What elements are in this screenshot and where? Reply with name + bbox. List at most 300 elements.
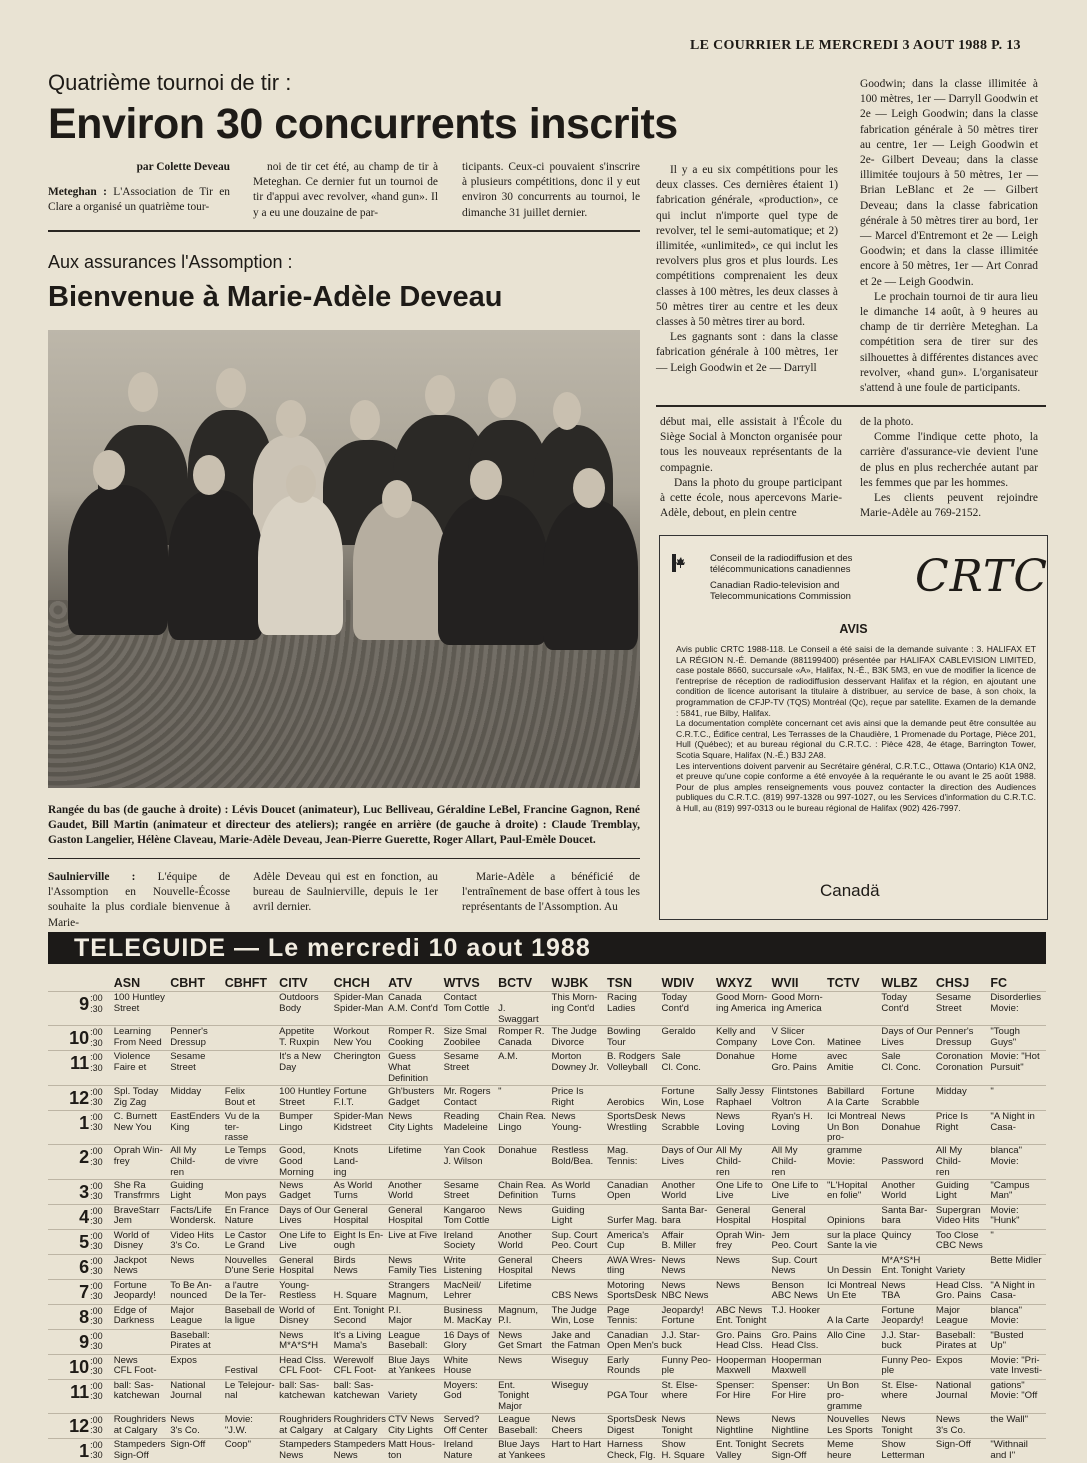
program-cell: Affair B. Miller (659, 1229, 713, 1254)
program-cell: Mr. Rogers Contact (442, 1085, 496, 1110)
program-cell: Movie: "Hot Pursuit" (988, 1051, 1046, 1085)
time-slot-row (48, 1179, 1046, 1204)
program-cell: Live at Five (386, 1229, 442, 1254)
program-cell: Hart to Hart (550, 1438, 606, 1463)
program-cell: Nouvelles Les Sports (825, 1413, 879, 1438)
program-cell: Fortune Jeopardy! (879, 1304, 933, 1329)
program-cell: One Life to Live (277, 1229, 331, 1254)
program-cell: "A Night in Casa- (988, 1279, 1046, 1304)
channel-header: ASN (113, 975, 141, 990)
program-cell (223, 1329, 277, 1354)
article2-column-3 (462, 870, 640, 916)
program-cell: Wiseguy (550, 1354, 606, 1379)
article1-column-4 (656, 163, 838, 376)
program-cell: En France Nature (223, 1204, 277, 1229)
program-cell: Le Temps de vivre (223, 1145, 277, 1179)
program-cell: Ireland Nature (442, 1438, 496, 1463)
time-slot-row (48, 1110, 1046, 1144)
program-cell: Another World (496, 1229, 549, 1254)
program-cell: Canadian Open Men's (605, 1329, 659, 1354)
program-cell: News CFL Foot- (112, 1354, 169, 1379)
time-slot-row (48, 1329, 1046, 1354)
channel-header: FC (990, 975, 1008, 990)
article2-text-4: début mai, elle assistait à l'École du Siège Social à Moncton organisée pour tous les nouveaux représentants de la compagnie. (660, 416, 842, 474)
hour-label: 5 (48, 1229, 89, 1254)
half-hour-labels: :00 :30 (89, 1229, 112, 1254)
article1-column-1 (48, 160, 230, 216)
program-cell: Felix Bout et (223, 1085, 277, 1110)
program-cell: blanca" Movie: (988, 1145, 1046, 1179)
program-cell: Cheers News (550, 1254, 606, 1279)
program-cell: Meme heure (825, 1438, 879, 1463)
program-cell: Midday (168, 1085, 222, 1110)
program-cell: News Get Smart (496, 1329, 549, 1354)
half-hour-labels: :00 :30 (89, 1026, 112, 1051)
half-hour-labels: :00 :30 (89, 1051, 112, 1085)
half-hour-labels: :00 :30 (89, 992, 112, 1026)
program-cell: Fortune Scrabble (879, 1085, 933, 1110)
article2-kicker: Aux assurances l'Assomption : (48, 252, 293, 272)
program-cell: News (714, 1279, 770, 1304)
time-slot-row (48, 1438, 1046, 1463)
program-cell: General Hospital (714, 1204, 770, 1229)
program-cell: ABC News Ent. Tonight (714, 1304, 770, 1329)
program-cell: gramme Movie: (825, 1145, 879, 1179)
program-cell: All My Child- ren (168, 1145, 222, 1179)
program-cell: As World Turns (550, 1179, 606, 1204)
program-cell: Today Cont'd (879, 992, 933, 1026)
program-cell: Oprah Win- frey (112, 1145, 169, 1179)
program-cell: Stampeders Sign-Off (112, 1438, 169, 1463)
program-cell: "Campus Man" (988, 1179, 1046, 1204)
program-cell: avec Amitie (825, 1051, 879, 1085)
program-cell: C. Burnett New You (112, 1110, 169, 1144)
program-cell: Gro. Pains Head Clss. (714, 1329, 770, 1354)
program-cell: Ici Montreal Un Bon pro- (825, 1110, 879, 1144)
program-cell (825, 992, 879, 1026)
crtc-org-en: Canadian Radio-television and Telecommunications Commission (710, 580, 851, 602)
program-cell: Vu de la ter- rasse (223, 1110, 277, 1144)
hour-label: 12 (48, 1413, 89, 1438)
channel-header: TSN (607, 975, 633, 990)
program-cell: Good, Good Morning (277, 1145, 331, 1179)
program-cell: Sale Cl. Conc. (659, 1051, 713, 1085)
article2-text-6: de la photo. (860, 416, 914, 428)
program-cell: Sesame Street (934, 992, 988, 1026)
half-hour-labels: :00 :30 (89, 1110, 112, 1144)
program-cell: Another World (386, 1179, 442, 1204)
channel-header-row (48, 975, 1046, 992)
program-cell: Le Telejour- nal (223, 1379, 277, 1413)
program-cell: A.M. (496, 1051, 549, 1085)
program-cell: Morton Downey Jr. (550, 1051, 606, 1085)
program-cell: Major League (168, 1304, 222, 1329)
time-slot-row (48, 1051, 1046, 1085)
program-cell: Blue Jays at Yankees (496, 1438, 549, 1463)
program-cell: Lifetime (496, 1279, 549, 1304)
program-cell: News Donahue (879, 1110, 933, 1144)
program-cell: Guiding Light (550, 1204, 606, 1229)
program-cell: Early Rounds (605, 1354, 659, 1379)
program-cell: Benson ABC News (769, 1279, 825, 1304)
program-cell: News Tonight (879, 1413, 933, 1438)
program-cell: Bowling Tour (605, 1026, 659, 1051)
hour-label: 3 (48, 1179, 89, 1204)
hour-label: 8 (48, 1304, 89, 1329)
program-cell: Spider-Man Kidstreet (332, 1110, 386, 1144)
program-cell: Write Listening (442, 1254, 496, 1279)
program-cell: Variety (934, 1254, 988, 1279)
program-cell: Midday (934, 1085, 988, 1110)
program-cell: News (496, 1204, 549, 1229)
article1-dateline: Meteghan : (48, 186, 107, 199)
program-cell: Major League (934, 1304, 988, 1329)
program-cell: Santa Bar- bara (879, 1204, 933, 1229)
article1-headline: Environ 30 concurrents inscrits (48, 100, 678, 148)
article1-text-6: Goodwin; dans la classe illimitée à 100 mètres, 1er — Darryll Goodwin et 2e — Leigh Goodwin; dans la classe fabrication générale à 50 mètres tirer au centre, 1er — Leigh Goodwin et 2e- Gilbert Deveau; dans la classe illimitée toujours à 50 mètres, 1er — Brian LeBlanc et 2e — Gilbert Deveau; dans la classe fabrication générale à 50 mètres tirer au bord, 1er — Marcel d'Entremont et 2e — Leigh Goodwin; et dans la classe illimitée encore à 50 mètres, 1er — Art Conrad et 2e — Leigh Goodwin. (860, 78, 1038, 288)
time-slot-row (48, 1204, 1046, 1229)
article1-column-5 (860, 77, 1038, 396)
program-cell: Santa Bar- bara (659, 1204, 713, 1229)
divider (48, 858, 640, 859)
program-cell: the Wall" (988, 1413, 1046, 1438)
program-cell: Movie: "J.W. (223, 1413, 277, 1438)
program-cell: Chain Rea. Definition (496, 1179, 549, 1204)
program-cell: 100 Huntley Street (112, 992, 169, 1026)
program-cell: Stampeders News (277, 1438, 331, 1463)
program-cell: CTV News City Lights (386, 1413, 442, 1438)
article2-column-1 (48, 870, 230, 931)
program-cell: Knots Land- ing (332, 1145, 386, 1179)
program-cell: Blue Jays at Yankees (386, 1354, 442, 1379)
program-cell: Price Is Right (934, 1110, 988, 1144)
program-cell: Contact Tom Cottle (442, 992, 496, 1026)
program-cell: M*A*S*H Ent. Tonight (879, 1254, 933, 1279)
program-cell: Le Castor Le Grand (223, 1229, 277, 1254)
program-cell: Matinee (825, 1026, 879, 1051)
program-cell: Ireland Society (442, 1229, 496, 1254)
program-cell: Another World (879, 1179, 933, 1204)
program-cell: Kangaroo Tom Cottle (442, 1204, 496, 1229)
program-cell: Mag. Tennis: (605, 1145, 659, 1179)
article1-text-1: L'Association de Tir en Clare a organisé un quatrième tour- (48, 186, 230, 214)
teleguide-table (48, 975, 1046, 1463)
program-cell: One Life to Live (714, 1179, 770, 1204)
program-cell: Funny Peo- ple (879, 1354, 933, 1379)
article1-text-2: noi de tir cet été, au champ de tir à Meteghan. Ce dernier fut un tournoi de tir d'appui avec revolver, «hand gun». Il y a eu une douzaine de par- (253, 161, 438, 219)
program-cell (168, 992, 222, 1026)
program-cell: "L'Hopital en folie" (825, 1179, 879, 1204)
program-cell: All My Child- ren (769, 1145, 825, 1179)
canada-wordmark: Canadä (820, 881, 880, 900)
program-cell: Racing Ladies (605, 992, 659, 1026)
program-cell: ball: Sas- katchewan (112, 1379, 169, 1413)
program-cell: News City Lights (386, 1110, 442, 1144)
program-cell: Magnum, P.I. (496, 1304, 549, 1329)
program-cell: Show Letterman (879, 1438, 933, 1463)
half-hour-labels: :00 :30 (89, 1145, 112, 1179)
program-cell: Password (879, 1145, 933, 1179)
program-cell: Variety (386, 1379, 442, 1413)
channel-header: WLBZ (881, 975, 918, 990)
program-cell: Today Cont'd (659, 992, 713, 1026)
article2-dateline: Saulnierville : (48, 871, 136, 883)
program-cell: News Tonight (659, 1413, 713, 1438)
time-slot-row (48, 1279, 1046, 1304)
program-cell: Funny Peo- ple (659, 1354, 713, 1379)
program-cell: Spenser: For Hire (769, 1379, 825, 1413)
program-cell: Penner's Dressup (934, 1026, 988, 1051)
program-cell: Bette Midler (988, 1254, 1046, 1279)
program-cell: Kelly and Company (714, 1026, 770, 1051)
program-cell: J.J. Star- buck (659, 1329, 713, 1354)
article1-text-7: Le prochain tournoi de tir aura lieu le dimanche 14 août, à 9 heures au champ de tir derrière Meteghan. La compétition sera de tirer sur des silhouettes à différentes distances avec revolver, «hand gun». L'organisateur s'attend à une foule de participants. (860, 290, 1038, 395)
program-cell: St. Else- where (879, 1379, 933, 1413)
channel-header: WDIV (661, 975, 695, 990)
program-cell: A la Carte (825, 1304, 879, 1329)
time-slot-row (48, 1254, 1046, 1279)
program-cell: BraveStarr Jem (112, 1204, 169, 1229)
half-hour-labels: :00 :30 (89, 1204, 112, 1229)
program-cell: Young- Restless (277, 1279, 331, 1304)
program-cell: She Ra Transfrmrs (112, 1179, 169, 1204)
program-cell: News Cheers (550, 1413, 606, 1438)
channel-header: WJBK (551, 975, 589, 990)
hour-label: 12 (48, 1085, 89, 1110)
program-cell: " (988, 1229, 1046, 1254)
program-cell: Reading Madeleine (442, 1110, 496, 1144)
program-cell: a l'autre De la Ter- (223, 1279, 277, 1304)
program-cell: Expos (168, 1354, 222, 1379)
program-cell: Allo Cine (825, 1329, 879, 1354)
program-cell: Aerobics (605, 1085, 659, 1110)
half-hour-labels: :00 :30 (89, 1438, 112, 1463)
channel-header: ATV (388, 975, 413, 990)
program-cell: General Hospital (386, 1204, 442, 1229)
program-cell: Roughriders at Calgary (332, 1413, 386, 1438)
program-cell: News Nightline (769, 1413, 825, 1438)
program-cell: Sign-Off (168, 1438, 222, 1463)
program-cell: Another World (659, 1179, 713, 1204)
program-cell: Romper R. Cooking (386, 1026, 442, 1051)
program-cell: "Busted Up" (988, 1329, 1046, 1354)
program-cell: News NBC News (659, 1279, 713, 1304)
program-cell: General Hospital (769, 1204, 825, 1229)
program-cell: Sesame Street (442, 1179, 496, 1204)
program-cell: Served? Off Center (442, 1413, 496, 1438)
article2-text-8: Les clients peuvent rejoindre Marie-Adèle au 769-2152. (860, 492, 1038, 520)
program-cell: Guiding Light (934, 1179, 988, 1204)
page-masthead: LE COURRIER LE MERCREDI 3 AOUT 1988 P. 13 (690, 38, 1021, 53)
program-cell: J.J. Star- buck (879, 1329, 933, 1354)
photo-caption (48, 803, 640, 849)
program-cell: Coop" (223, 1438, 277, 1463)
program-cell: Ici Montreal Un Ete (825, 1279, 879, 1304)
channel-header: CBHFT (224, 975, 268, 990)
program-cell: CBS News (550, 1279, 606, 1304)
time-slot-row (48, 1354, 1046, 1379)
program-cell: Surfer Mag. (605, 1204, 659, 1229)
program-cell: League Baseball: (496, 1413, 549, 1438)
program-cell: SportsDesk Digest (605, 1413, 659, 1438)
program-cell: P.I. Major (386, 1304, 442, 1329)
crtc-paragraph-2: La documentation complète concernant cet avis ainsi que la demande peut être consultée au C.R.T.C., Édifice central, Les Terrasses de la Chaudière, 1 Promenade du Portage, Pièce 201, Hull (Québec); et au bureau régional du C.R.T.C. : Pièce 428, 4e étage, Barrington Tower, Scotia Square, Halifax (N.-É.) B3J 2A8. (676, 718, 1036, 760)
program-cell: " (496, 1085, 549, 1110)
program-cell: Secrets Sign-Off (769, 1438, 825, 1463)
half-hour-labels: :00 :30 (89, 1085, 112, 1110)
program-cell: Days of Our Lives (277, 1204, 331, 1229)
article2-text-7: Comme l'indique cette photo, la carrière d'assurance-vie devient l'une de plus en plus recherchée autant par les femmes que par les hommes. (860, 431, 1038, 489)
program-cell: All My Child- ren (714, 1145, 770, 1179)
program-cell: Yan Cook J. Wilson (442, 1145, 496, 1179)
hour-label: 2 (48, 1145, 89, 1179)
crtc-paragraph-1: Avis public CRTC 1988-118. Le Conseil a été saisi de la demande suivante : 3. HALIFAX ET LA RÉGION N.-É. Demande (881199400) présentée par HALIFAX CABLEVISION LIMITED, case postale 8660, succursale «A», Halifax, N.-É., B3K 5M3, en vue de modifier la licence de l'entreprise de réception de radiodiffusion desservant Halifax et la région, en ajoutant une condition de licence autorisant la titulaire à distribuer, au service de base, à son choix, la programmation de CFJP-TV (TQS) Montréal (Qc), reçue par satellite. Examen de la demande : 5841, rue Bilby, Halifax. (676, 644, 1036, 718)
program-cell: Festival (223, 1354, 277, 1379)
divider (48, 230, 640, 232)
program-cell: Edge of Darkness (112, 1304, 169, 1329)
photo-caption-text: Rangée du bas (de gauche à droite) : Lévis Doucet (animateur), Luc Belliveau, Géraldine LeBel, Francine Gagnon, René Gaudet, Bill Martin (animateur et directeur des ateliers); rangée en arrière (de gauche à droite) : Claude Tremblay, Gaston Langelier, Hélène Claveau, Marie-Adèle Deveau, Jean-Pierre Guerette, Roger Allart, Paul-Emèle Doucet. (48, 804, 640, 847)
program-cell: Babillard A la Carte (825, 1085, 879, 1110)
half-hour-labels: :00 :30 (89, 1329, 112, 1354)
crtc-logo: CRTC (915, 551, 1049, 602)
article2-text-1: L'équipe de l'Assomption en Nouvelle-Écosse souhaite la plus cordiale bienvenue à Marie- (48, 871, 230, 929)
program-cell: Baseball de la ligue (223, 1304, 277, 1329)
program-cell: Sale Cl. Conc. (879, 1051, 933, 1085)
program-cell: Guiding Light (168, 1179, 222, 1204)
program-cell: Baseball: Pirates at (934, 1329, 988, 1354)
program-cell: Stampeders News (332, 1438, 386, 1463)
program-cell: ball: Sas- katchewan (277, 1379, 331, 1413)
channel-header: BCTV (498, 975, 533, 990)
program-cell (825, 1354, 879, 1379)
half-hour-labels: :00 :30 (89, 1413, 112, 1438)
time-slot-row (48, 1229, 1046, 1254)
program-cell (223, 1051, 277, 1085)
program-cell: Romper R. Canada (496, 1026, 549, 1051)
program-cell: Spider-Man Spider-Man (332, 992, 386, 1026)
program-cell: Head Clss. Gro. Pains (934, 1279, 988, 1304)
program-cell: Facts/Life Wondersk. (168, 1204, 222, 1229)
hour-label: 11 (48, 1051, 89, 1085)
program-cell: The Judge Win, Lose (550, 1304, 606, 1329)
program-cell: blanca" Movie: (988, 1304, 1046, 1329)
program-cell: B. Rodgers Volleyball (605, 1051, 659, 1085)
hour-label: 1 (48, 1438, 89, 1463)
program-cell: Jake and the Fatman (550, 1329, 606, 1354)
program-cell: Baseball: Pirates at (168, 1329, 222, 1354)
program-cell: Jackpot News (112, 1254, 169, 1279)
program-cell (223, 1026, 277, 1051)
program-cell: News M*A*S*H (277, 1329, 331, 1354)
program-cell: SportsDesk Wrestling (605, 1110, 659, 1144)
program-cell: Ent. Tonight Valley (714, 1438, 770, 1463)
program-cell: PGA Tour (605, 1379, 659, 1413)
program-cell: AWA Wres- tling (605, 1254, 659, 1279)
program-cell: Guess What Definition (386, 1051, 442, 1085)
article1-text-5: Les gagnants sont : dans la classe fabrication générale à 100 mètres, 1er — Leigh Goodwin et 2e — Darryll (656, 331, 838, 374)
program-cell: Ent. Tonight Second (332, 1304, 386, 1329)
program-cell: Flintstones Voltron (769, 1085, 825, 1110)
program-cell: Fortune Jeopardy! (112, 1279, 169, 1304)
program-cell: Good Morn- ing America (714, 992, 770, 1026)
program-cell: Movie: "Pri- vate Investi- (988, 1354, 1046, 1379)
article1-kicker: Quatrième tournoi de tir : (48, 70, 292, 95)
crtc-notice (659, 535, 1048, 920)
program-cell: Too Close CBC News (934, 1229, 988, 1254)
program-cell: Video Hits 3's Co. (168, 1229, 222, 1254)
channel-header: WXYZ (715, 975, 753, 990)
program-cell: Show H. Square (659, 1438, 713, 1463)
program-cell: 100 Huntley Street (277, 1085, 331, 1110)
program-cell: Sup. Court Peo. Court (550, 1229, 606, 1254)
program-cell: Sup. Court News (769, 1254, 825, 1279)
time-slot-row (48, 1304, 1046, 1329)
crtc-paragraph-3: Les interventions doivent parvenir au Secrétaire général, C.R.T.C., Ottawa (Ontario) K1A 0N2, et preuve qu'une copie conforme a été envoyée à la requérante le ou avant le 25 août 1988. Pour de plus amples renseignements vous pouvez contacter la direction des Audiences publiques du C.R.T.C. (819) 997-1328 ou 997-1027, ou les Services d'information du C.R.T.C. à Hull, au (819) 997-0313 ou le bureau régional de Halifax (902) 426-7997. (676, 760, 1036, 813)
program-cell: Gh'busters Gadget (386, 1085, 442, 1110)
program-cell: Matt Hous- ton (386, 1438, 442, 1463)
program-cell: EastEnders King (168, 1110, 222, 1144)
program-cell: Hooperman Maxwell (714, 1354, 770, 1379)
program-cell: Head Clss. CFL Foot- (277, 1354, 331, 1379)
program-cell: White House (442, 1354, 496, 1379)
program-cell: Fortune F.I.T. (332, 1085, 386, 1110)
program-cell: Strangers Magnum, (386, 1279, 442, 1304)
program-cell (112, 1329, 169, 1354)
program-cell: This Morn- ing Cont'd (550, 992, 606, 1026)
program-cell: Page Tennis: (605, 1304, 659, 1329)
time-slot-row (48, 1026, 1046, 1051)
program-cell: Jem Peo. Court (769, 1229, 825, 1254)
program-cell: Roughriders at Calgary (112, 1413, 169, 1438)
program-cell: Coronation Coronation (934, 1051, 988, 1085)
program-cell: Un Bon pro- gramme (825, 1379, 879, 1413)
program-cell: National Journal (168, 1379, 222, 1413)
program-cell: H. Square (332, 1279, 386, 1304)
article1-text-4: Il y a eu six compétitions pour les deux classes. Ces dernières étaient 1) fabrication générale, «production», ce qui inclut n'importe quel type de revolver, tel le semi-automatique; et 2) illimitée, «unlimited», ce qui inclut les revolvers plus gros et plus lourds. Les compétitions comprenaient les deux classes à 100 mètres, les deux classes à 50 mètres tirer au centre et les deux classes à 50 mètres tirer au bord. (656, 164, 838, 329)
program-cell: Nouvelles D'une Serie (223, 1254, 277, 1279)
program-cell: Fortune Win, Lose (659, 1085, 713, 1110)
half-hour-labels: :00 :30 (89, 1279, 112, 1304)
program-cell: MacNeil/ Lehrer (442, 1279, 496, 1304)
program-cell: Motoring SportsDesk (605, 1279, 659, 1304)
program-cell: "Tough Guys" (988, 1026, 1046, 1051)
channel-header: CHCH (333, 975, 370, 990)
program-cell: World of Disney (112, 1229, 169, 1254)
program-cell: Chain Rea. Lingo (496, 1110, 549, 1144)
program-cell: Canadian Open (605, 1179, 659, 1204)
program-cell: V Slicer Love Con. (769, 1026, 825, 1051)
half-hour-labels: :00 :30 (89, 1354, 112, 1379)
program-cell: Donahue (714, 1051, 770, 1085)
program-cell: Sesame Street (168, 1051, 222, 1085)
program-cell: Donahue (496, 1145, 549, 1179)
program-cell: 16 Days of Glory (442, 1329, 496, 1354)
article2-column-4 (660, 415, 842, 521)
hour-label: 1 (48, 1110, 89, 1144)
channel-header: CBHT (170, 975, 205, 990)
program-cell: News 3's Co. (934, 1413, 988, 1438)
half-hour-labels: :00 :30 (89, 1254, 112, 1279)
time-slot-row (48, 1145, 1046, 1179)
program-cell: Eight Is En- ough (332, 1229, 386, 1254)
program-cell: Outdoors Body (277, 992, 331, 1026)
program-cell: Learning From Need (112, 1026, 169, 1051)
program-cell: Movie: "Hunk" (988, 1204, 1046, 1229)
program-cell: General Hospital (496, 1254, 549, 1279)
program-cell: To Be An- nounced (168, 1279, 222, 1304)
channel-header: CHSJ (935, 975, 970, 990)
program-cell: J. Swaggart (496, 992, 549, 1026)
